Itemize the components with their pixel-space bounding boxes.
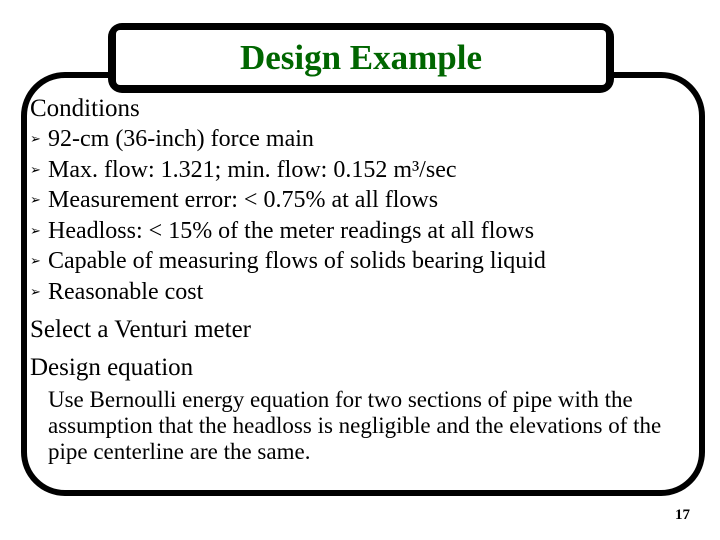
title-inner xyxy=(116,30,606,85)
condition-text: 92-cm (36-inch) force main xyxy=(48,126,314,152)
slide-body xyxy=(30,93,690,465)
arrow-bullet-icon: ➢ xyxy=(30,162,41,178)
condition-text: Max. flow: 1.321; min. flow: 0.152 m³/sec xyxy=(48,156,457,183)
condition-item xyxy=(30,246,690,277)
title-box xyxy=(108,23,614,93)
condition-item xyxy=(30,277,690,308)
conditions-heading: Conditions xyxy=(30,95,140,122)
slide-title: Design Example xyxy=(239,38,483,77)
design-heading: Design equation xyxy=(30,354,194,381)
condition-text: Reasonable cost xyxy=(48,278,204,305)
condition-text: Headloss: < 15% of the meter readings at all flows xyxy=(48,217,535,244)
selection-text: Select a Venturi meter xyxy=(30,316,251,343)
arrow-bullet-icon: ➢ xyxy=(30,284,41,300)
condition-item xyxy=(30,216,690,247)
arrow-bullet-icon: ➢ xyxy=(30,223,41,239)
condition-text: Capable of measuring flows of solids bearing liquid xyxy=(48,248,546,274)
condition-item xyxy=(30,124,690,155)
arrow-bullet-icon: ➢ xyxy=(30,193,41,208)
arrow-bullet-icon: ➢ xyxy=(30,254,41,269)
condition-text: Measurement error: < 0.75% at all flows xyxy=(48,187,439,213)
page-number: 17 xyxy=(675,507,690,523)
condition-item xyxy=(30,185,690,216)
arrow-bullet-icon: ➢ xyxy=(30,132,41,147)
design-paragraph: Use Bernoulli energy equation for two sections of pipe with the assumption that the headloss is negligible and the elevations of the pipe centerline are the same. xyxy=(48,387,662,464)
condition-item xyxy=(30,155,690,186)
